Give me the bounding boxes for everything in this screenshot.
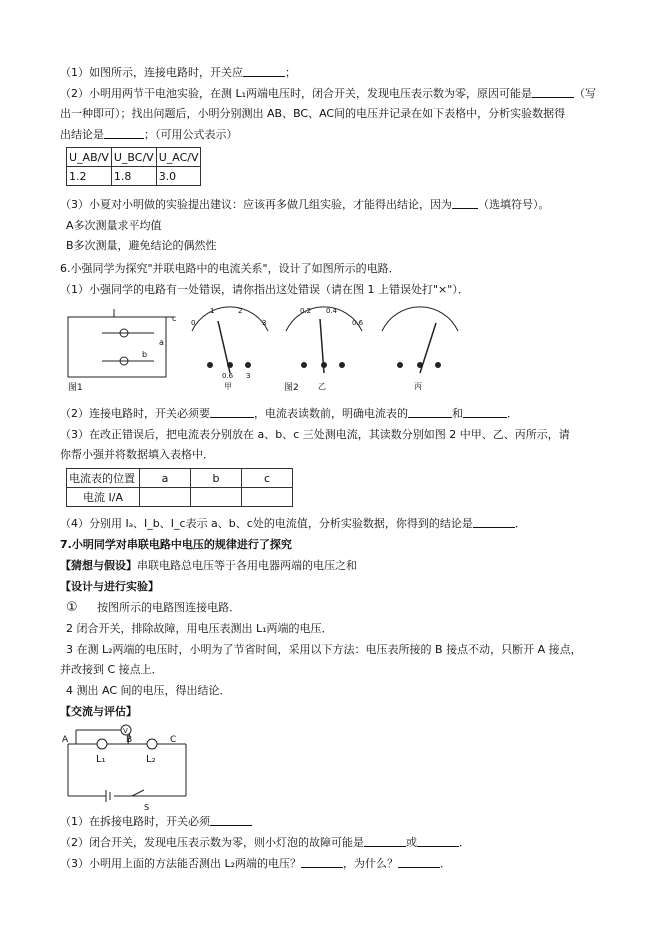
- label-node-b: b: [142, 350, 148, 359]
- answer-blank[interactable]: [452, 198, 478, 209]
- section-tag: 【猜想与假设】: [60, 559, 137, 572]
- header-uac: U_AC/V: [156, 148, 201, 167]
- text: （写: [574, 87, 597, 100]
- text: （4）分别用 Iₐ、I_b、I_c表示 a、b、c处的电流值，分析实验数据，你得到的结论是: [60, 517, 473, 530]
- meter-jia-label: 甲: [224, 382, 232, 391]
- text: ，为什么？: [343, 857, 399, 870]
- text: （3）小明用上面的方法能否测出 L₂两端的电压？: [60, 857, 302, 870]
- text: （选填符号）。: [478, 198, 550, 211]
- value-uab: 1.2: [67, 167, 112, 186]
- step-number: ①: [66, 600, 78, 615]
- text: ．: [440, 857, 452, 870]
- text: （1）如图所示，连接电路时，开关应: [60, 66, 243, 79]
- label-C: C: [170, 735, 177, 745]
- cell-c-value[interactable]: [242, 488, 293, 507]
- q5-part3: [60, 198, 550, 212]
- text: 出结论是: [60, 128, 104, 141]
- meter-yi-label: 乙: [318, 382, 326, 391]
- meter-jia-scale-3: 3: [262, 319, 267, 327]
- text: （2）闭合开关，发现电压表示数为零，则小灯泡的故障可能是: [60, 836, 364, 849]
- label-node-c: c: [172, 314, 177, 323]
- q7-step2: 2 闭合开关，排除故障，用电压表测出 L₁两端的电压．: [66, 622, 333, 635]
- q7-design-tag: 【设计与进行实验】: [60, 580, 159, 593]
- current-table: [66, 468, 293, 507]
- series-circuit-figure: [62, 724, 192, 814]
- text: （3）小夏对小明做的实验提出建议：应该再多做几组实验，才能得出结论，因为: [60, 198, 452, 211]
- answer-blank[interactable]: [210, 815, 252, 826]
- label-node-a: a: [159, 338, 164, 347]
- label-L1: L₁: [96, 754, 106, 765]
- answer-blank[interactable]: [463, 407, 507, 418]
- ammeter-yi: [286, 307, 362, 373]
- meter-jia-scale-0: 0: [191, 319, 196, 327]
- q7-step3: 3 在测 L₂两端的电压时，小明为了节省时间，采用以下方法：电压表所接的 B 接点不动，只断开 A 接点，: [66, 643, 582, 656]
- q7-step1: [66, 601, 240, 615]
- q6-part4: [60, 517, 526, 531]
- q7-title: 7.小明同学对串联电路中电压的规律进行了探究: [60, 538, 292, 551]
- q7-eval2: [60, 836, 470, 850]
- q6-part1: （1）小强同学的电路有一处错误，请你指出这处错误（请在图 1 上错误处打"×"）．: [60, 283, 469, 296]
- label-S: S: [144, 803, 150, 812]
- meter-bing-label: 丙: [414, 382, 422, 391]
- answer-blank[interactable]: [473, 517, 515, 528]
- q7-eval1: [60, 815, 252, 829]
- q5-part1: [60, 66, 296, 80]
- header-ubc: U_BC/V: [111, 148, 156, 167]
- q7-step4: 4 测出 AC 间的电压，得出结论．: [66, 684, 231, 697]
- text: 和: [452, 407, 463, 420]
- cell-position-header: 电流表的位置: [67, 469, 140, 488]
- ammeter-jia: [192, 307, 268, 373]
- meter-jia-scale-1: 1: [210, 307, 215, 315]
- meter-yi-scale-06: 0.6: [352, 319, 364, 327]
- option-b: B多次测量，避免结论的偶然性: [66, 239, 217, 252]
- text: ．: [507, 407, 518, 420]
- text: 或: [406, 836, 417, 849]
- q6-figure: [62, 303, 482, 393]
- text: ．: [514, 517, 526, 530]
- answer-blank[interactable]: [364, 836, 406, 847]
- label-V: V: [123, 727, 128, 735]
- q5-part2: [60, 87, 596, 101]
- q6-part2: [60, 407, 518, 421]
- q6-title: 6.小强同学为探究"并联电路中的电流关系"，设计了如图所示的电路．: [60, 262, 400, 275]
- text: 串联电路总电压等于各用电器两端的电压之和: [137, 559, 357, 572]
- voltage-table: [66, 147, 201, 186]
- q7-eval-tag: 【交流与评估】: [60, 705, 137, 718]
- header-uab: U_AB/V: [67, 148, 112, 167]
- text: 按图所示的电路图连接电路．: [97, 601, 241, 614]
- label-fig2: 图2: [284, 383, 299, 393]
- meter-jia-scale-2: 2: [238, 307, 243, 315]
- meter-jia-terminal-06: 0.6: [222, 372, 234, 380]
- q5-part2-cont: 出一种即可）；找出问题后，小明分别测出 AB、BC、AC间的电压并记录在如下表格中，分析实验数据得: [60, 107, 566, 120]
- meter-jia-terminal-3: 3: [246, 372, 251, 380]
- cell-c-header: c: [242, 469, 293, 488]
- cell-a-value[interactable]: [140, 488, 191, 507]
- label-A: A: [62, 735, 69, 745]
- cell-b-value[interactable]: [191, 488, 242, 507]
- cell-b-header: b: [191, 469, 242, 488]
- answer-blank[interactable]: [408, 407, 452, 418]
- q6-part3: （3）在改正错误后，把电流表分别放在 a、b、c 三处测电流，其读数分别如图 2 中甲、乙、丙所示，请: [60, 428, 570, 441]
- answer-blank[interactable]: [301, 857, 343, 868]
- ammeter-bing: [382, 307, 458, 373]
- meter-yi-scale-04: 0.4: [326, 307, 338, 315]
- answer-blank[interactable]: [532, 87, 574, 98]
- text: （2）小明用两节干电池实验，在测 L₁两端电压时，闭合开关，发现电压表示数为零，原因可能是: [60, 87, 533, 100]
- text: （2）连接电路时，开关必须要: [60, 407, 210, 420]
- answer-blank[interactable]: [398, 857, 440, 868]
- text: ，电流表读数前，明确电流表的: [254, 407, 408, 420]
- q7-hypothesis: [60, 559, 357, 573]
- value-ubc: 1.8: [111, 167, 156, 186]
- cell-current-label: 电流 I/A: [67, 488, 140, 507]
- option-a: A多次测量求平均值: [66, 219, 162, 232]
- label-B: B: [126, 735, 133, 745]
- cell-a-header: a: [140, 469, 191, 488]
- answer-blank[interactable]: [104, 128, 144, 139]
- label-fig1: 图1: [68, 383, 83, 393]
- q5-part2-conclusion: [60, 128, 238, 142]
- q7-eval3: [60, 857, 451, 871]
- text: ；: [285, 66, 296, 79]
- value-uac: 3.0: [156, 167, 201, 186]
- q7-step3-cont: 并改接到 C 接点上．: [60, 663, 163, 676]
- label-L2: L₂: [146, 754, 156, 765]
- meter-yi-scale-02: 0.2: [300, 307, 312, 315]
- answer-blank[interactable]: [417, 836, 459, 847]
- answer-blank[interactable]: [210, 407, 254, 418]
- answer-blank[interactable]: [243, 66, 285, 77]
- q6-part3-cont: 你帮小强并将数据填入表格中．: [60, 448, 214, 461]
- text: ；（可用公式表示）: [144, 128, 238, 141]
- text: ．: [459, 836, 470, 849]
- text: （1）在拆接电路时，开关必须: [60, 815, 210, 828]
